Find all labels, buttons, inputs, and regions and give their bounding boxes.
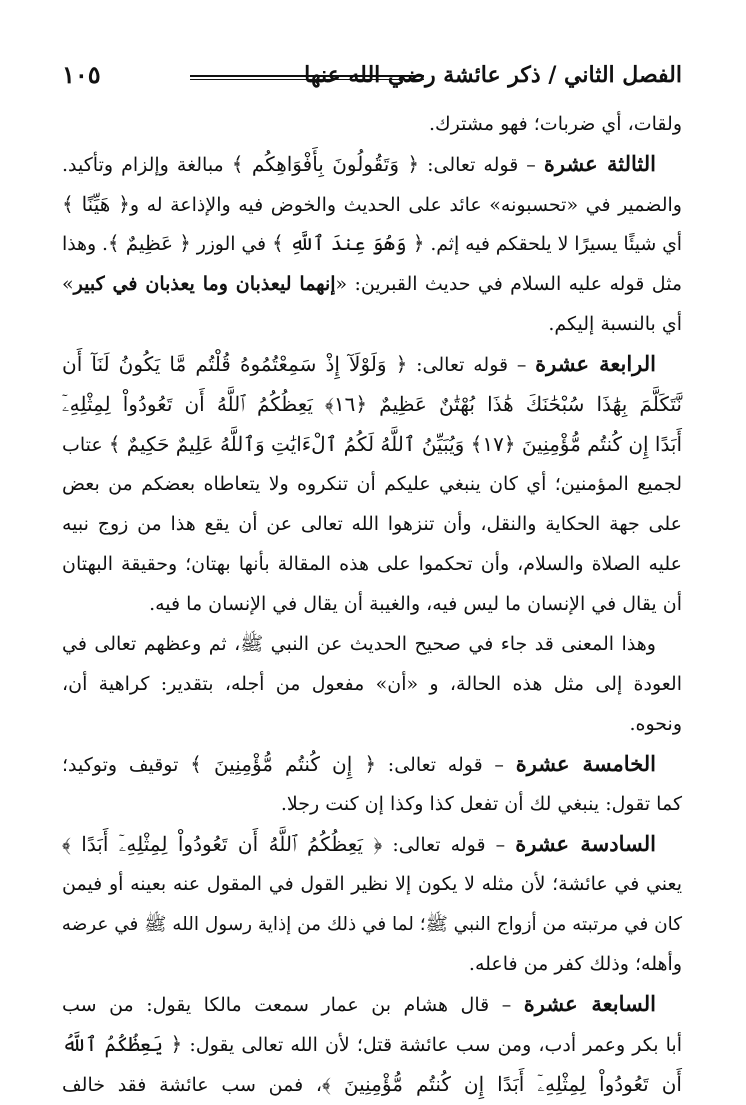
text-line	[62, 104, 682, 144]
quran-quote: أَن تَعُودُواْ لِمِثْلِهِۦٓ أَبَدًا إِن كُنتُم مُّؤْمِنِينَ ﴾	[322, 1072, 682, 1096]
text-run: – قوله تعالى:	[376, 754, 516, 776]
text-run: ولقات، أي ضربات؛ فهو مشترك.	[428, 113, 682, 135]
text-run: كان في مرتبته من أزواج النبي ﷺ؛ لما في ذلك من إذاية رسول الله ﷺ في عرضه	[61, 914, 682, 935]
text-run: »	[62, 273, 74, 295]
text-line	[62, 784, 682, 824]
text-run: أي بالنسبة إليكم.	[548, 313, 682, 335]
text-run: أبا بكر وعمر أدب، ومن سب عائشة قتل؛ لأن الله تعالى يقول:	[182, 1034, 682, 1056]
text-run: ، فمن سب عائشة فقد خالف	[62, 1074, 322, 1096]
text-run: مبالغة وإلزام وتأكيد.	[62, 154, 232, 176]
text-run: في الوزر	[190, 234, 272, 255]
quran-quote: ﴿ يَعِظُكُمُ ٱللَّهُ	[62, 1032, 183, 1056]
issue-heading: السادسة عشرة	[515, 831, 656, 856]
text-run: كما تقول: ينبغي لك أن تفعل كذا وكذا إن كنت رجلا.	[280, 793, 682, 815]
text-line	[62, 1024, 682, 1064]
text-run: – قال هشام بن عمار سمعت مالكا يقول: من سب	[62, 994, 524, 1016]
text-line	[62, 144, 682, 184]
text-line	[62, 984, 682, 1024]
quran-quote: ﴿ هَيِّنًا ﴾	[62, 192, 130, 216]
text-run: ونحوه.	[629, 713, 682, 735]
quran-quote: أَبَدًا إِن كُنتُم مُّؤْمِنِينَ ﴿١٧﴾ وَيُبَيِّنُ ٱللَّهُ لَكُمُ ٱلْءَايَٰتِ وَٱللَّهُ عَلِيمٌ حَكِيمٌ ﴾	[108, 432, 683, 456]
text-run: العودة إلى مثل هذه الحالة، و «أن» مفعول من أجله، بتقدير: كراهية أن،	[62, 673, 682, 695]
quran-quote: ﴿ وَتَقُولُونَ بِأَفْوَاهِكُم ﴾	[231, 152, 420, 176]
issue-heading: الثالثة عشرة	[543, 151, 656, 176]
text-line	[62, 664, 682, 704]
text-run: وهذا المعنى قد جاء في صحيح الحديث عن النبي ﷺ، ثم وعظهم تعالى في	[62, 633, 656, 655]
chapter-title: الفصل الثاني / ذكر عائشة رضي الله عنها	[304, 62, 682, 88]
text-line	[62, 744, 682, 784]
issue-heading: السابعة عشرة	[523, 991, 656, 1016]
text-run: على جهة الحكاية والنقل، وأن تنزهوا الله تعالى عن أن يقع هذا من زوج نبيه	[62, 513, 682, 535]
text-run: . وهذا	[62, 234, 108, 255]
body-text	[62, 104, 682, 1104]
text-run: وأهله؛ وذلك كفر من فاعله.	[468, 953, 682, 975]
page-number: ١٠٥	[62, 60, 101, 89]
text-run: لجميع المؤمنين؛ أي كان ينبغي عليكم أن تنكروه ولا يتعاطاه بعضكم من بعض	[62, 473, 682, 495]
text-line	[62, 384, 682, 424]
issue-heading: الرابعة عشرة	[535, 351, 656, 376]
hadith-quote: إنهما ليعذبان وما يعذبان في كبير	[73, 273, 336, 295]
text-line	[62, 584, 682, 624]
text-line	[62, 544, 682, 584]
text-run: – قوله تعالى:	[382, 834, 516, 856]
text-run: يعني في عائشة؛ لأن مثله لا يكون إلا نظير القول في المقول عنه بعينه أو فيمن	[62, 873, 682, 895]
text-line	[62, 704, 682, 744]
text-line	[62, 304, 682, 344]
text-line	[62, 464, 682, 504]
text-line	[62, 904, 682, 944]
text-line	[62, 824, 682, 864]
text-line	[62, 1064, 682, 1104]
quran-quote: نَّتَكَلَّمَ بِهَٰذَا سُبْحَٰنَكَ هَٰذَا بُهْتَٰنٌ عَظِيمٌ ﴿١٦﴾ يَعِظُكُمُ ٱللَّهُ أَن تَعُودُواْ لِمِثْلِهِۦٓ	[62, 392, 682, 416]
header-rule	[190, 75, 424, 80]
running-head	[62, 58, 682, 98]
quran-quote: ﴿ عَظِيمٌ ﴾	[107, 232, 191, 255]
text-line	[62, 424, 682, 464]
text-line	[62, 264, 682, 304]
text-line	[62, 224, 682, 264]
quran-quote: ﴿ وَهُوَ عِندَ ٱللَّهِ ﴾	[271, 232, 425, 255]
text-line	[62, 864, 682, 904]
text-run: عتاب	[62, 434, 109, 456]
text-run: مثل قوله عليه السلام في حديث القبرين: «	[335, 273, 682, 295]
quran-quote: ﴿ إِن كُنتُم مُّؤْمِنِينَ ﴾	[190, 752, 377, 776]
text-run: توقيف وتوكيد؛	[62, 754, 191, 776]
text-run: عليه الصلاة والسلام، وأن تحكموا على هذه المقالة بأنها بهتان؛ وحقيقة البهتان	[62, 553, 682, 575]
issue-heading: الخامسة عشرة	[515, 751, 656, 776]
text-line	[62, 184, 682, 224]
text-run: – قوله تعالى:	[407, 354, 536, 376]
quran-quote: ﴿ يَعِظُكُمُ ٱللَّهُ أَن تَعُودُواْ لِمِثْلِهِۦٓ أَبَدًا ﴾	[62, 832, 383, 856]
text-run: – قوله تعالى:	[419, 154, 544, 176]
text-run: والضمير في «تحسبونه» عائد على الحديث والخوض فيه والإذاعة له و	[129, 194, 682, 216]
text-run: أي شيئًا يسيرًا لا يلحقكم فيه إثم.	[424, 234, 682, 255]
text-line	[62, 944, 682, 984]
quran-quote: ﴿ وَلَوْلَآ إِذْ سَمِعْتُمُوهُ قُلْتُم مَّا يَكُونُ لَنَآ أَن	[62, 352, 408, 376]
text-run: أن يقال في الإنسان ما ليس فيه، والغيبة أن يقال في الإنسان ما فيه.	[149, 593, 682, 615]
text-line	[62, 624, 682, 664]
text-line	[62, 344, 682, 384]
text-line	[62, 504, 682, 544]
